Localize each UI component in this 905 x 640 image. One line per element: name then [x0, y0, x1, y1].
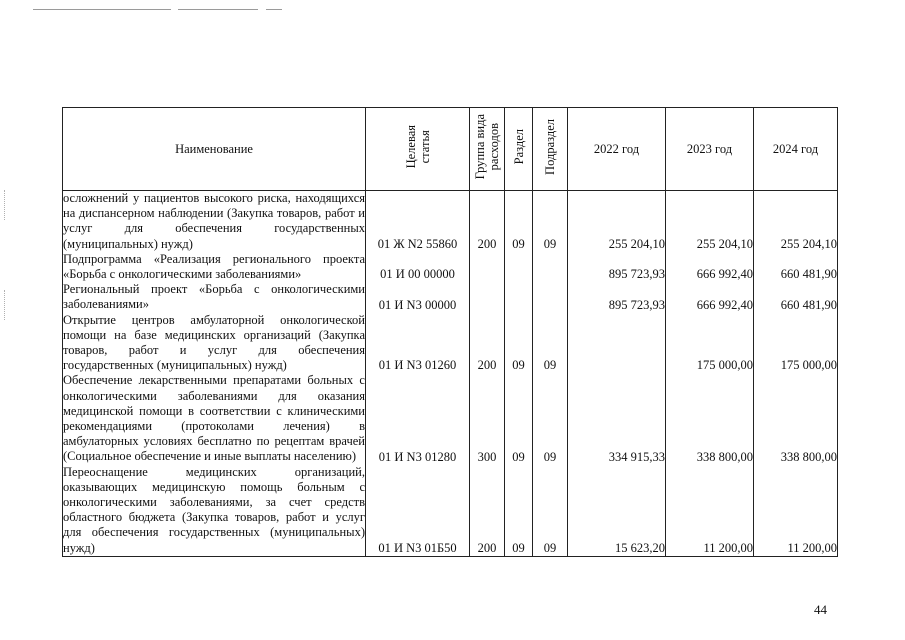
table-row: [63, 252, 838, 282]
row-name: Региональный проект «Борьба с онкологическими заболеваниями»: [63, 282, 365, 312]
row-section: 09: [505, 313, 533, 374]
row-amount-2022: 334 915,33: [568, 373, 666, 464]
row-name: Открытие центров амбулаторной онкологической помощи на базе медицинских организаций (Закупка товаров, работ и услуг для обеспечения государственных (муниципальных) нужд): [63, 312, 365, 373]
row-name: осложнений у пациентов высокого риска, находящихся на диспансерном наблюдении (Закупка товаров, работ и услуг для обеспечения государственных (муниципальных) нужд): [63, 191, 365, 251]
page-number: 44: [814, 602, 827, 617]
scan-artifact-line: [33, 9, 171, 10]
table-header-row: [63, 108, 838, 191]
row-amount-2022: 895 723,93: [568, 252, 666, 282]
row-amount-2022: 895 723,93: [568, 282, 666, 312]
row-target-article: 01 И 00 00000: [366, 252, 470, 282]
table-row: [63, 373, 838, 464]
row-subsection: [533, 252, 568, 282]
header-year-2022: 2022 год: [568, 108, 666, 191]
table-row: [63, 191, 838, 252]
row-amount-2022: 15 623,20: [568, 465, 666, 557]
row-subsection: 09: [533, 191, 568, 252]
budget-table: [62, 107, 838, 557]
row-target-article: 01 И N3 01Б50: [366, 465, 470, 557]
row-expense-group: [470, 282, 505, 312]
row-section: [505, 282, 533, 312]
row-amount-2024: 338 800,00: [754, 373, 838, 464]
row-target-article: 01 И N3 00000: [366, 282, 470, 312]
row-name: Подпрограмма «Реализация регионального проекта «Борьба с онкологическими заболеваниями»: [63, 251, 365, 282]
row-amount-2024: 255 204,10: [754, 191, 838, 252]
row-target-article: 01 И N3 01260: [366, 313, 470, 374]
row-section: 09: [505, 373, 533, 464]
row-subsection: 09: [533, 373, 568, 464]
row-amount-2023: 666 992,40: [666, 252, 754, 282]
row-section: 09: [505, 191, 533, 252]
row-amount-2023: 175 000,00: [666, 313, 754, 374]
row-target-article: 01 И N3 01280: [366, 373, 470, 464]
row-expense-group: 200: [470, 465, 505, 557]
table-row: [63, 282, 838, 312]
row-section: 09: [505, 465, 533, 557]
header-section: Раздел: [505, 108, 533, 191]
header-subsection: Подраздел: [533, 108, 568, 191]
header-year-2023: 2023 год: [666, 108, 754, 191]
scan-margin-mark: [4, 190, 7, 220]
row-expense-group: 200: [470, 313, 505, 374]
row-amount-2023: 11 200,00: [666, 465, 754, 557]
header-target-article: Целевая статья: [366, 108, 470, 191]
row-subsection: [533, 282, 568, 312]
row-target-article: 01 Ж N2 55860: [366, 191, 470, 252]
row-subsection: 09: [533, 465, 568, 557]
row-amount-2024: 175 000,00: [754, 313, 838, 374]
row-amount-2024: 660 481,90: [754, 282, 838, 312]
scan-artifact-line: [178, 9, 258, 10]
row-amount-2023: 255 204,10: [666, 191, 754, 252]
row-expense-group: 200: [470, 191, 505, 252]
scan-margin-mark: [4, 290, 7, 320]
row-section: [505, 252, 533, 282]
row-amount-2023: 666 992,40: [666, 282, 754, 312]
row-expense-group: 300: [470, 373, 505, 464]
row-amount-2022: 255 204,10: [568, 191, 666, 252]
row-subsection: 09: [533, 313, 568, 374]
row-amount-2023: 338 800,00: [666, 373, 754, 464]
row-amount-2022: [568, 313, 666, 374]
header-year-2024: 2024 год: [754, 108, 838, 191]
row-name: Обеспечение лекарственными препаратами больных с онкологическими заболеваниями для оказания медицинской помощи в соответствии с клиническими рекомендациями (протоколами лечения) в амбулаторных условиях бесплатно по рецептам врачей (Социальное обеспечение и иные выплаты населению): [63, 373, 365, 464]
scan-artifact-line: [266, 9, 282, 10]
row-name: Переоснащение медицинских организаций, оказывающих медицинскую помощь больным с онкологическими заболеваниями, за счет средств областного бюджета (Закупка товаров, работ и услуг для обеспечения государственных (муниципальных) нужд): [63, 464, 365, 555]
table-row: [63, 313, 838, 374]
row-expense-group: [470, 252, 505, 282]
header-expense-group: Группа вида расходов: [470, 108, 505, 191]
row-amount-2024: 660 481,90: [754, 252, 838, 282]
table-row: [63, 465, 838, 557]
row-amount-2024: 11 200,00: [754, 465, 838, 557]
header-name: Наименование: [63, 108, 366, 191]
